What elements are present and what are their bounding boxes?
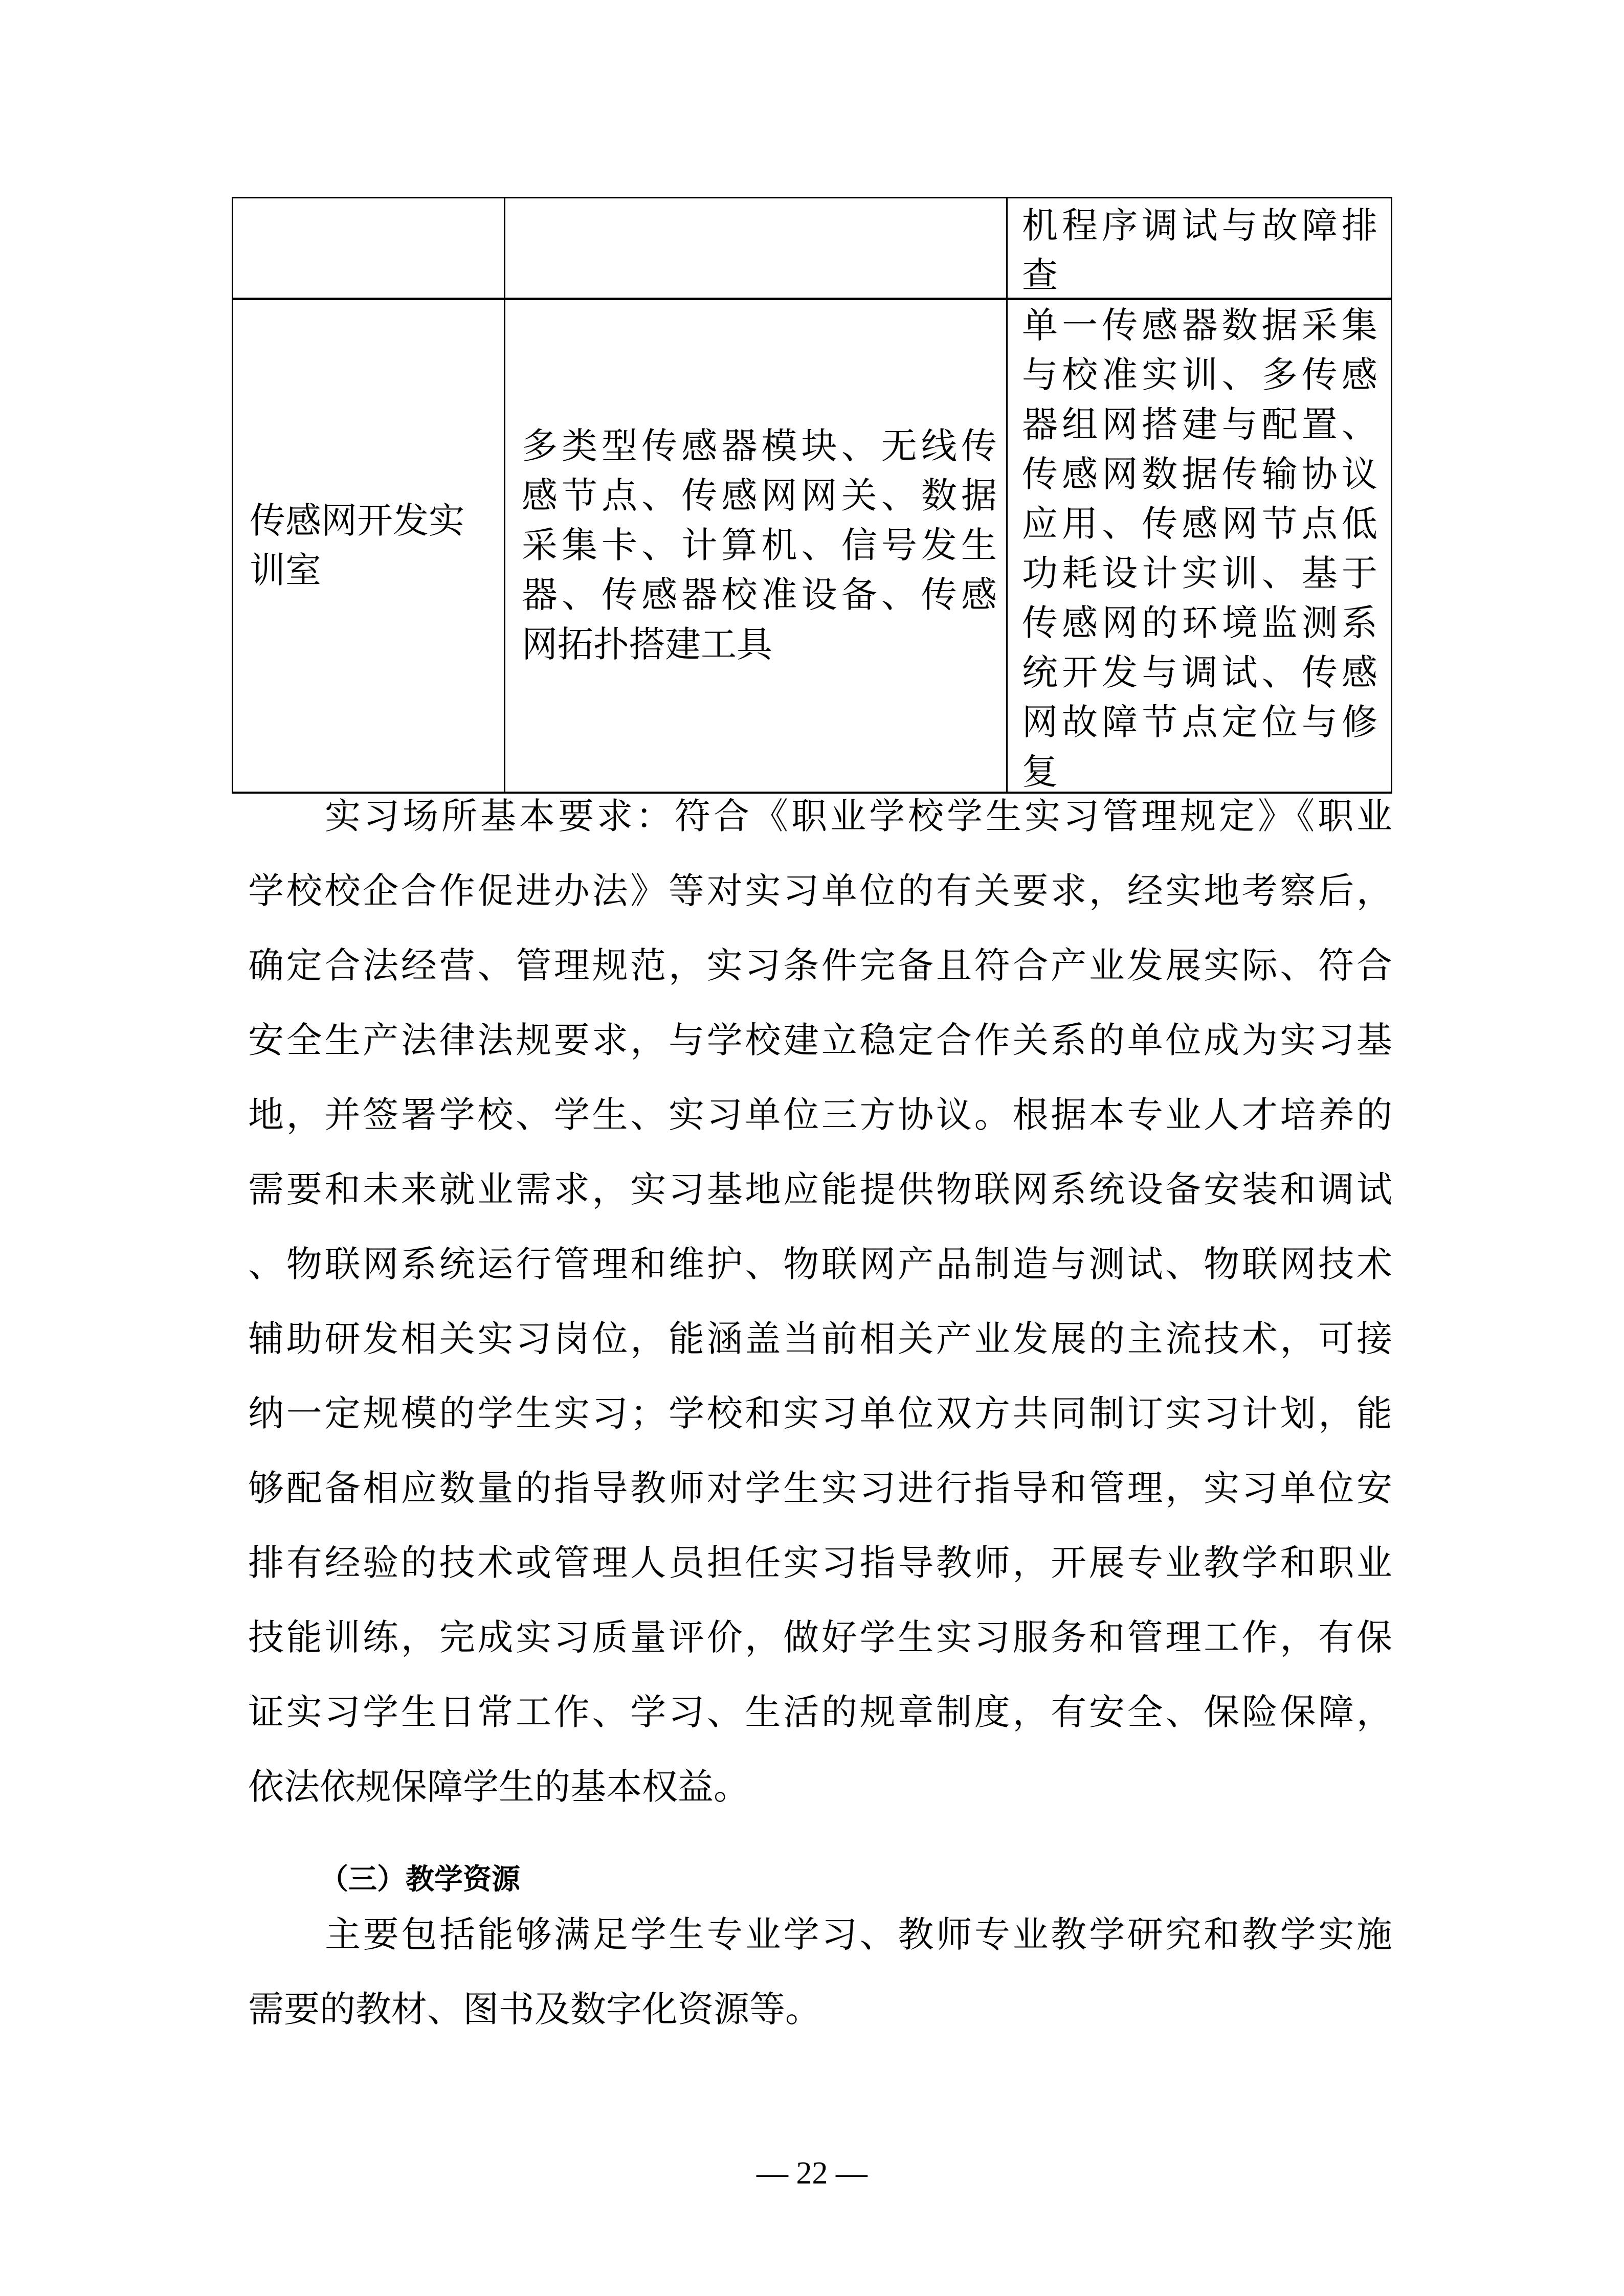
table-cell-line: 网故障节点定位与修 (1022, 703, 1377, 742)
table-cell-line: 统开发与调试、传感 (1022, 654, 1377, 693)
table-cell-row1-col1 (233, 198, 505, 300)
table-cell-line: 采集卡、计算机、信号发生 (522, 526, 997, 566)
body-line: 排有经验的技术或管理人员担任实习指导教师，开展专业教学和职业 (248, 1544, 1392, 1583)
table-cell-line: 传感网数据传输协议 (1022, 455, 1377, 494)
table-cell-line: 传感网开发实 (250, 501, 464, 541)
table-cell-line: 传感网的环境监测系 (1022, 604, 1377, 643)
body-line: 依法依规保障学生的基本权益。 (248, 1768, 749, 1807)
table-cell-line: 训室 (250, 551, 321, 591)
body-line: 实习场所基本要求：符合《职业学校学生实习管理规定》《职业 (325, 797, 1392, 837)
body-line: 确定合法经营、管理规范，实习条件完备且符合产业发展实际、符合 (248, 947, 1392, 986)
body-line: 辅助研发相关实习岗位，能涵盖当前相关产业发展的主流技术，可接 (248, 1320, 1392, 1359)
table-cell-line: 与校准实训、多传感 (1022, 356, 1377, 395)
requirements-paragraph (248, 780, 1392, 1825)
table-cell-row1-col2 (505, 198, 1008, 300)
table-cell-line: 复 (1022, 753, 1058, 792)
table-cell-line: 多类型传感器模块、无线传 (522, 427, 997, 466)
training-facilities-table (232, 197, 1392, 794)
table-cell-line: 机程序调试与故障排 (1022, 207, 1377, 246)
body-line: 需要和未来就业需求，实习基地应能提供物联网系统设备安装和调试 (248, 1170, 1392, 1210)
table-cell-line: 网拓扑搭建工具 (522, 625, 772, 665)
table-cell-training-items (1008, 300, 1391, 792)
teaching-resources-paragraph (248, 1898, 1392, 2047)
table-cell-line: 器、传感器校准设备、传感 (522, 576, 997, 615)
table-cell-equipment (505, 300, 1008, 792)
body-line: 纳一定规模的学生实习；学校和实习单位双方共同制订实习计划，能 (248, 1394, 1392, 1434)
table-cell-row1-col3 (1008, 198, 1391, 300)
table-cell-line: 器组网搭建与配置、 (1022, 406, 1377, 445)
body-line: 够配备相应数量的指导教师对学生实习进行指导和管理，实习单位安 (248, 1469, 1392, 1509)
table-cell-line: 单一传感器数据采集 (1022, 306, 1377, 346)
body-line: 安全生产法律法规要求，与学校建立稳定合作关系的单位成为实习基 (248, 1021, 1392, 1061)
body-line: 地，并签署学校、学生、实习单位三方协议。根据本专业人才培养的 (248, 1096, 1392, 1135)
page-number: — 22 — (757, 2156, 867, 2191)
table-cell-lab-name (233, 300, 505, 792)
body-line: 证实习学生日常工作、学习、生活的规章制度，有安全、保险保障， (248, 1693, 1392, 1732)
section-heading: （三）教学资源 (320, 1864, 520, 1896)
table-cell-line: 功耗设计实训、基于 (1022, 554, 1377, 594)
body-line: 需要的教材、图书及数字化资源等。 (248, 1990, 821, 2030)
table-cell-line: 感节点、传感网网关、数据 (522, 477, 997, 516)
body-line: 、物联网系统运行管理和维护、物联网产品制造与测试、物联网技术 (248, 1245, 1392, 1285)
table-cell-line: 查 (1022, 256, 1058, 296)
body-line: 技能训练，完成实习质量评价，做好学生实习服务和管理工作，有保 (248, 1618, 1392, 1658)
body-line: 主要包括能够满足学生专业学习、教师专业教学研究和教学实施 (325, 1916, 1392, 1955)
table-cell-line: 应用、传感网节点低 (1022, 505, 1377, 544)
body-line: 学校校企合作促进办法》等对实习单位的有关要求，经实地考察后， (248, 872, 1392, 911)
